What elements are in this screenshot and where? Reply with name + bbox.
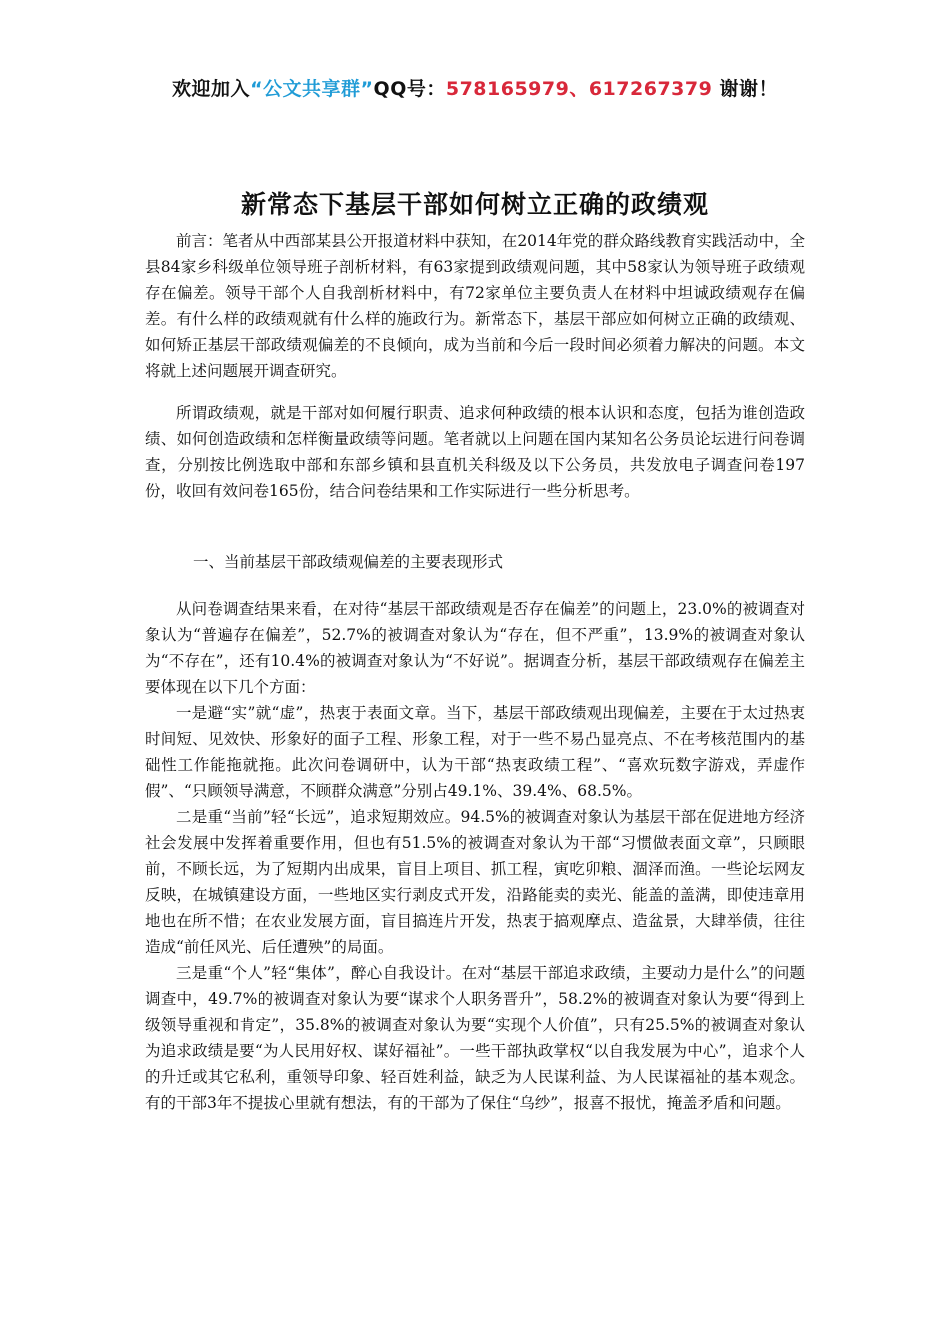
point-paragraph-2	[145, 804, 805, 960]
header-banner	[0, 74, 950, 101]
point-body-1: 当下，基层干部政绩观出现偏差，主要在于太过热衷时间短、见效快、形象好的面子工程、形象工程，对于一些不易凸显亮点、不在考核范围内的基础性工作能拖就拖。此次问卷调研中，认为干部“热衷政绩工程”、“喜欢玩数字游戏，弄虚作假”、“只顾领导满意，不顾群众满意”分别占49.1%、39.4%、68.5%。	[145, 704, 805, 800]
intro-block	[145, 400, 805, 504]
point-lead-1: 一是避“实”就“虚”，热衷于表面文章。	[176, 704, 447, 722]
preface-paragraph: 前言：笔者从中西部某县公开报道材料中获知，在2014年党的群众路线教育实践活动中，全县84家乡科级单位领导班子剖析材料，有63家提到政绩观问题，其中58家认为领导班子政绩观存在偏差。领导干部个人自我剖析材料中，有72家单位主要负责人在材料中坦诚政绩观存在偏差。有什么样的政绩观就有什么样的施政行为。新常态下，基层干部应如何树立正确的政绩观、如何矫正基层干部政绩观偏差的不良倾向，成为当前和今后一段时间必须着力解决的问题。本文将就上述问题展开调查研究。	[145, 232, 805, 380]
banner-suffix: 谢谢！	[712, 78, 778, 100]
banner-qq-label: QQ号：	[373, 78, 446, 100]
point-lead-2: 二是重“当前”轻“长远”，追求短期效应。	[176, 808, 461, 826]
point-paragraph-1	[145, 700, 805, 804]
document-title: 新常态下基层干部如何树立正确的政绩观	[240, 190, 709, 219]
section-body	[145, 596, 805, 1116]
section-paragraph: 从问卷调查结果来看，在对待“基层干部政绩观是否存在偏差”的问题上，23.0%的被调查对象认为“普遍存在偏差”，52.7%的被调查对象认为“存在，但不严重”，13.9%的被调查对象认为“不存在”，还有10.4%的被调查对象认为“不好说”。据调查分析，基层干部政绩观存在偏差主要体现在以下几个方面：	[145, 600, 805, 696]
banner-group-name: “公文共享群”	[250, 78, 374, 100]
banner-qq-numbers: 578165979、617267379	[445, 78, 713, 100]
section-heading: 一、当前基层干部政绩观偏差的主要表现形式	[193, 553, 504, 571]
point-paragraph-3	[145, 960, 805, 1116]
preface-block	[145, 228, 805, 384]
intro-paragraph: 所谓政绩观，就是干部对如何履行职责、追求何种政绩的根本认识和态度，包括为谁创造政绩、如何创造政绩和怎样衡量政绩等问题。笔者就以上问题在国内某知名公务员论坛进行问卷调查，分别按比例选取中部和东部乡镇和县直机关科级及以下公务员，共发放电子调查问卷197份，收回有效问卷165份，结合问卷结果和工作实际进行一些分析思考。	[145, 404, 805, 500]
point-body-2: 94.5%的被调查对象认为基层干部在促进地方经济社会发展中发挥着重要作用，但也有51.5%的被调查对象认为干部“习惯做表面文章”，只顾眼前，不顾长远，为了短期内出成果，盲目上项目、抓工程，寅吃卯粮、涸泽而渔。一些论坛网友反映，在城镇建设方面，一些地区实行剥皮式开发，沿路能卖的卖光、能盖的盖满，即使违章用地也在所不惜；在农业发展方面，盲目搞连片开发，热衷于搞观摩点、造盆景，大肆举债，往往造成“前任风光、后任遭殃”的局面。	[145, 808, 805, 956]
point-body-3: 在对“基层干部追求政绩，主要动力是什么”的问题调查中，49.7%的被调查对象认为要“谋求个人职务晋升”，58.2%的被调查对象认为要“得到上级领导重视和肯定”，35.8%的被调查对象认为要“实现个人价值”，只有25.5%的被调查对象认为追求政绩是要“为人民用好权、谋好福祉”。一些干部执政掌权“以自我发展为中心”，追求个人的升迁或其它私利，重领导印象、轻百姓利益，缺乏为人民谋利益、为人民谋福祉的基本观念。有的干部3年不提拔心里就有想法，有的干部为了保住“乌纱”，报喜不报忧，掩盖矛盾和问题。	[145, 964, 805, 1112]
point-lead-3: 三是重“个人”轻“集体”，醉心自我设计。	[176, 964, 462, 982]
banner-prefix: 欢迎加入	[172, 78, 251, 100]
